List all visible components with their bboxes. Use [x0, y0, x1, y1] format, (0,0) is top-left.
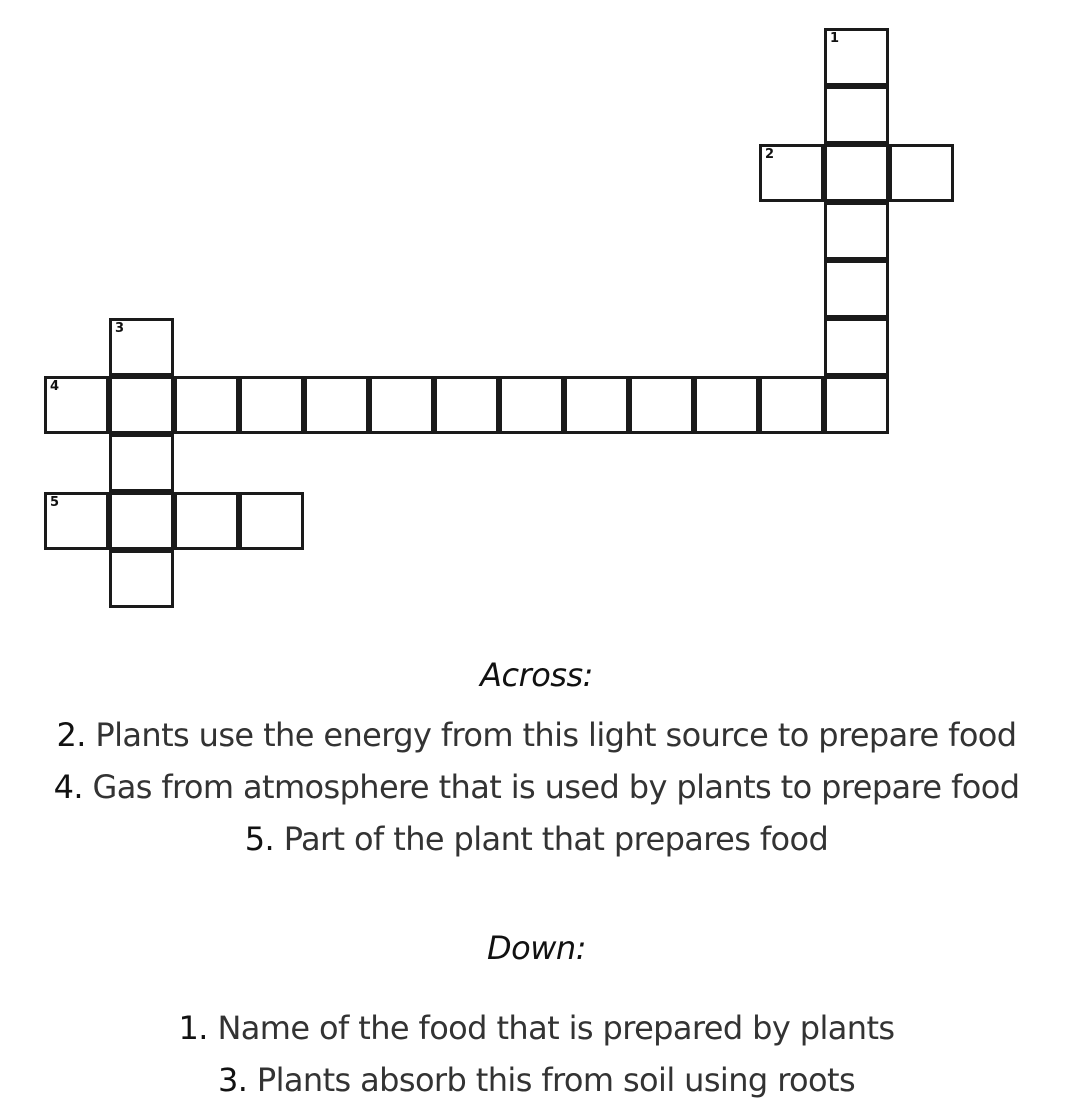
down-heading: Down:: [487, 929, 586, 967]
crossword-cell[interactable]: [44, 492, 109, 550]
crossword-cell[interactable]: [694, 376, 759, 434]
clue-number: 1.: [178, 1009, 208, 1047]
crossword-cell[interactable]: [109, 550, 174, 608]
cell-number: 1: [830, 31, 840, 46]
clue-text: Part of the plant that prepares food: [283, 820, 829, 858]
crossword-cell[interactable]: [824, 202, 889, 260]
crossword-cell[interactable]: [239, 492, 304, 550]
cell-number: 5: [50, 495, 60, 510]
down-clue-list: [0, 1002, 1073, 1106]
down-clue-1: [0, 1002, 1073, 1054]
clue-text: Name of the food that is prepared by plants: [217, 1009, 895, 1047]
crossword-cell[interactable]: [109, 318, 174, 376]
crossword-cell[interactable]: [369, 376, 434, 434]
across-clue-2: [0, 709, 1073, 761]
crossword-cell[interactable]: [44, 376, 109, 434]
crossword-cell[interactable]: [304, 376, 369, 434]
clue-text: Plants absorb this from soil using roots: [256, 1061, 856, 1099]
crossword-cell[interactable]: [174, 492, 239, 550]
clue-number: 2.: [56, 716, 86, 754]
crossword-cell[interactable]: [759, 376, 824, 434]
cell-number: 4: [50, 379, 60, 394]
down-clue-3: [0, 1054, 1073, 1106]
crossword-cell[interactable]: [564, 376, 629, 434]
crossword-cell[interactable]: [824, 318, 889, 376]
crossword-cell[interactable]: [824, 260, 889, 318]
crossword-cell[interactable]: [824, 28, 889, 86]
crossword-cell[interactable]: [239, 376, 304, 434]
clue-text: Plants use the energy from this light source to prepare food: [95, 716, 1017, 754]
across-heading: Across:: [480, 656, 593, 694]
crossword-cell[interactable]: [109, 492, 174, 550]
cell-number: 2: [765, 147, 775, 162]
clue-text: Gas from atmosphere that is used by plants to prepare food: [92, 768, 1020, 806]
crossword-cell[interactable]: [824, 144, 889, 202]
crossword-cell[interactable]: [824, 376, 889, 434]
crossword-cell[interactable]: [759, 144, 824, 202]
crossword-cell[interactable]: [499, 376, 564, 434]
clue-number: 4.: [53, 768, 83, 806]
clue-number: 3.: [217, 1061, 248, 1099]
crossword-cell[interactable]: [109, 434, 174, 492]
across-clue-list: [0, 709, 1073, 865]
clue-number: 5.: [244, 820, 275, 858]
across-clue-5: [0, 813, 1073, 865]
crossword-cell[interactable]: [109, 376, 174, 434]
crossword-cell[interactable]: [629, 376, 694, 434]
cell-number: 3: [115, 321, 125, 336]
crossword-cell[interactable]: [434, 376, 499, 434]
across-clues: [0, 655, 1073, 865]
crossword-cell[interactable]: [824, 86, 889, 144]
crossword-cell[interactable]: [174, 376, 239, 434]
down-clues: [0, 928, 1073, 1106]
across-clue-4: [0, 761, 1073, 813]
crossword-cell[interactable]: [889, 144, 954, 202]
